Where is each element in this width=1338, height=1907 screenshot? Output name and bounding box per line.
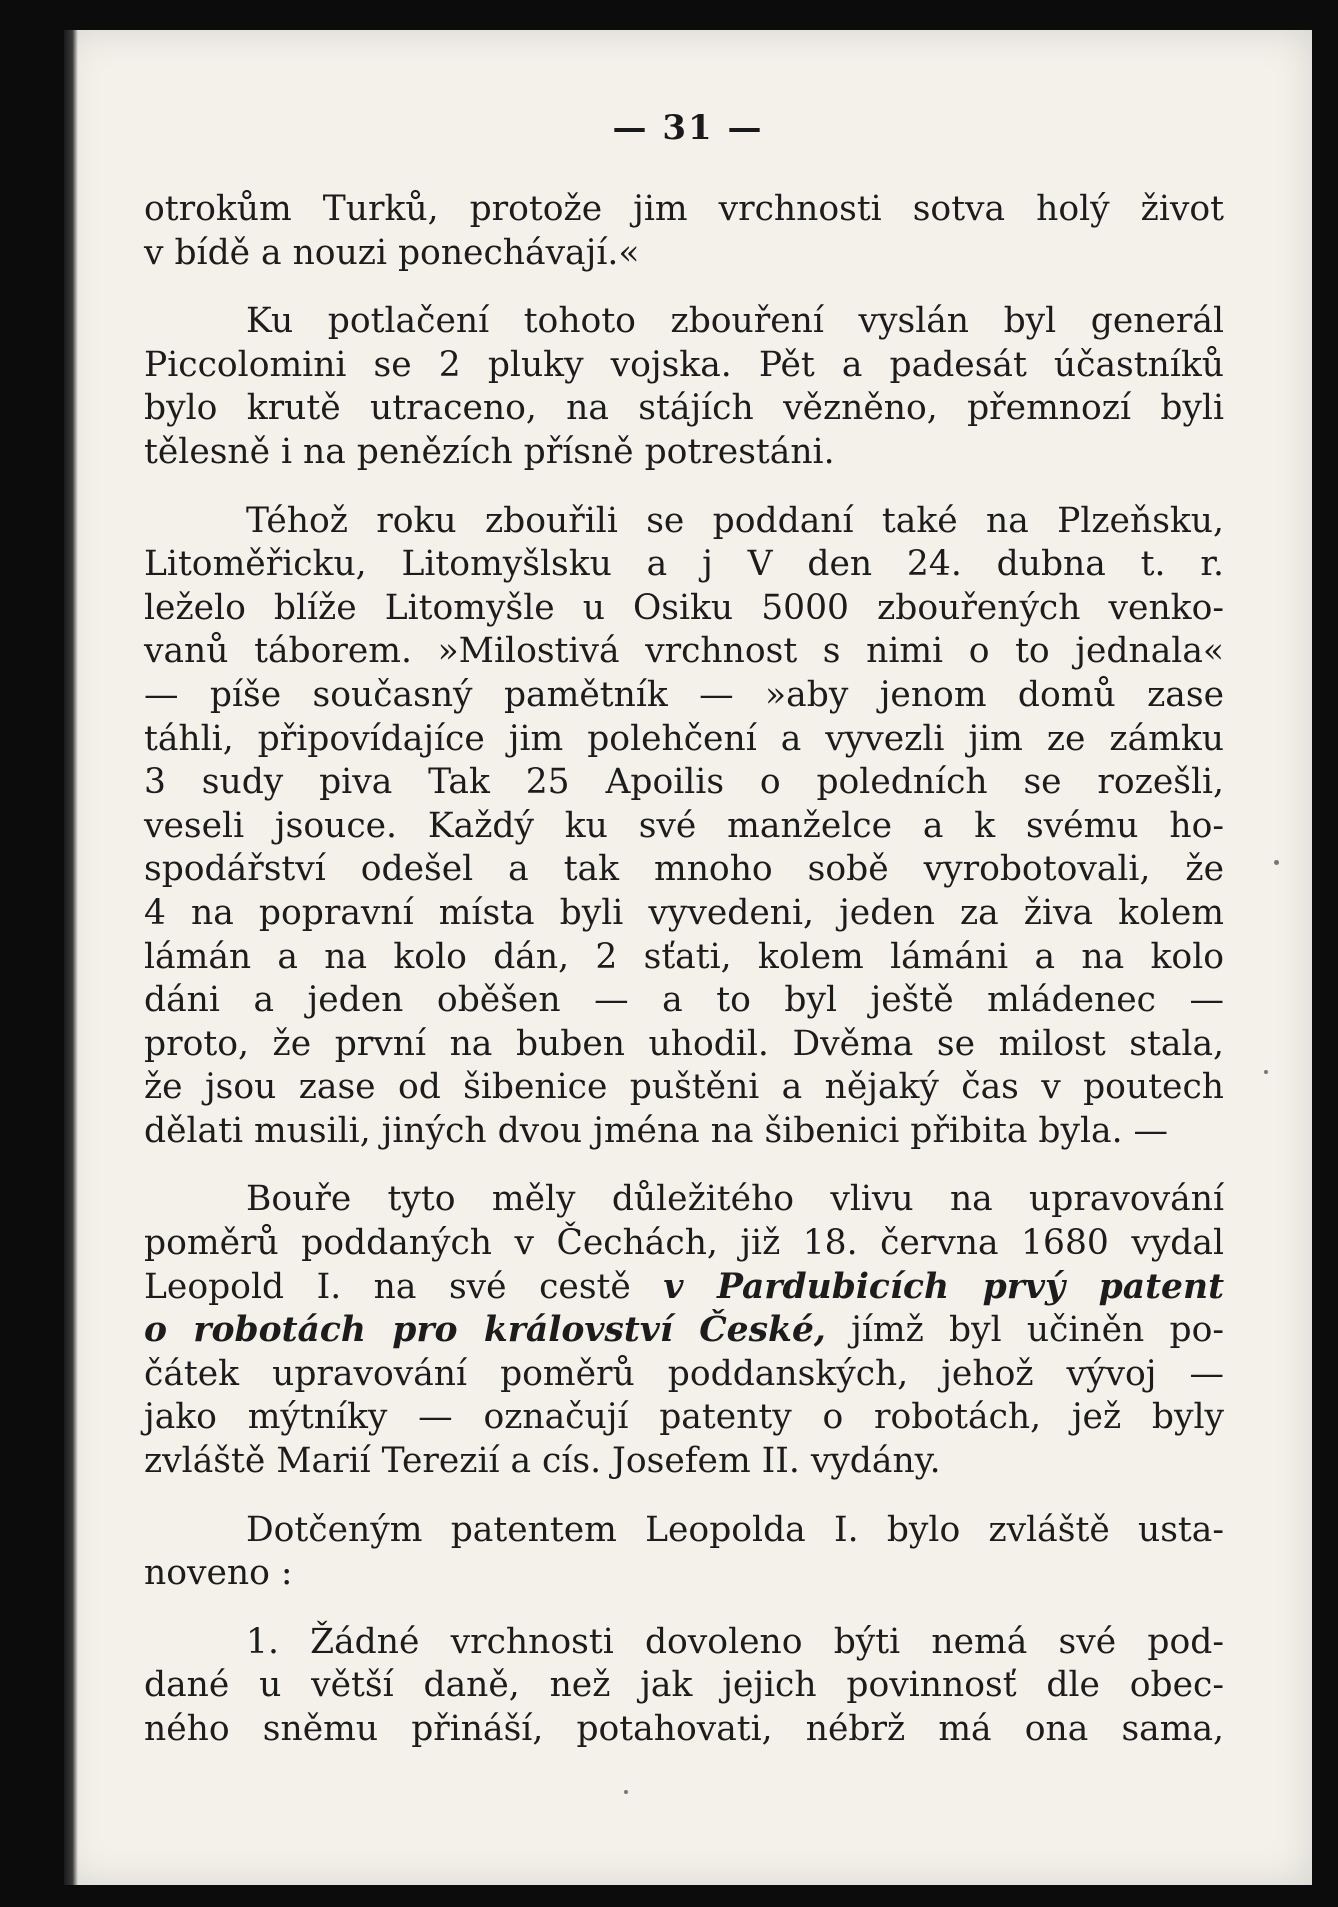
text-line: 1. Žádné vrchnosti dovoleno býti nemá své pod- — [246, 1621, 1224, 1662]
text-line: Piccolomini se 2 pluky vojska. Pět a padesát účastníků — [144, 344, 1224, 385]
text-line: veseli jsouce. Každý ku své manželce a k svému ho- — [144, 805, 1224, 846]
book-page — [64, 30, 1312, 1885]
text-run: Leopold I. na své cestě — [144, 1266, 664, 1307]
text-line: dělati musili, jiných dvou jména na šibenici přibita byla. — — [144, 1110, 1169, 1151]
text-line: 4 na popravní místa byli vyvedeni, jeden za živa kolem — [144, 892, 1224, 933]
text-line: otrokům Turků, protože jim vrchnosti sotva holý život — [144, 189, 1224, 229]
text-line: lámán a na kolo dán, 2 sťati, kolem lámáni a na kolo — [144, 936, 1224, 977]
text-line: dané u větší daně, než jak jejich povinnosť dle obec- — [144, 1665, 1224, 1706]
text-line: že jsou zase od šibenice puštěni a nějaký čas v poutech — [144, 1067, 1224, 1108]
text-line: dáni a jeden oběšen — a to byl ještě mládenec — — [144, 980, 1224, 1021]
text-line: bylo krutě utraceno, na stájích vězněno, přemnozí byli — [144, 388, 1224, 429]
text-line — [144, 1266, 1224, 1310]
page-number: — 31 — — [612, 108, 764, 148]
text-line: jako mýtníky — označují patenty o robotách, jež byly — [144, 1397, 1224, 1438]
text-line: Dotčeným patentem Leopolda I. bylo zvláště usta- — [246, 1509, 1224, 1550]
text-line: 3 sudy piva Tak 25 Apoilis o poledních se rozešli, — [144, 762, 1224, 803]
scan-speck — [624, 1790, 628, 1794]
binding-edge — [64, 30, 78, 1885]
emphasized-text: o robotách pro království České, — [144, 1310, 826, 1351]
text-line: v bídě a nouzi ponechávají.« — [144, 232, 640, 273]
text-line: spodářství odešel a tak mnoho sobě vyrobotovali, že — [144, 849, 1224, 890]
text-line: Ku potlačení tohoto zbouření vyslán byl generál — [246, 301, 1224, 342]
text-line: noveno : — [144, 1553, 293, 1594]
text-line: proto, že první na buben uhodil. Dvěma se milost stala, — [144, 1023, 1224, 1064]
text-line — [144, 1309, 1224, 1353]
emphasized-text: v Pardubicích prvý patent — [663, 1266, 1225, 1307]
text-run: jímž byl učiněn po- — [825, 1310, 1225, 1351]
text-line: — píše současný pamětník — »aby jenom domů zase — [144, 674, 1224, 715]
text-line: tělesně i na penězích přísně potrestáni. — [144, 431, 835, 472]
scan-speck — [1264, 1070, 1268, 1074]
text-line: vanů táborem. »Milostivá vrchnost s nimi o to jednala« — [144, 631, 1224, 672]
body-text — [144, 188, 1224, 1752]
text-line: ného sněmu přináší, potahovati, nébrž má ona sama, — [144, 1709, 1224, 1749]
text-line: čátek upravování poměrů poddanských, jehož vývoj — — [144, 1353, 1224, 1394]
text-line: Litoměřicku, Litomyšlsku a j V den 24. dubna t. r. — [144, 544, 1224, 585]
text-line: Bouře tyto měly důležitého vlivu na upravování — [246, 1179, 1224, 1220]
text-line: táhli, připovídajíce jim polehčení a vyvezli jim ze zámku — [144, 718, 1224, 759]
text-line: poměrů poddaných v Čechách, již 18. června 1680 vydal — [144, 1223, 1224, 1264]
text-line: leželo blíže Litomyšle u Osiku 5000 zbouřených venko- — [144, 587, 1224, 628]
text-line: Téhož roku zbouřili se poddaní také na Plzeňsku, — [246, 500, 1224, 541]
scan-speck — [1274, 860, 1279, 865]
text-line: zvláště Marií Terezií a cís. Josefem II. vydány. — [144, 1441, 941, 1482]
